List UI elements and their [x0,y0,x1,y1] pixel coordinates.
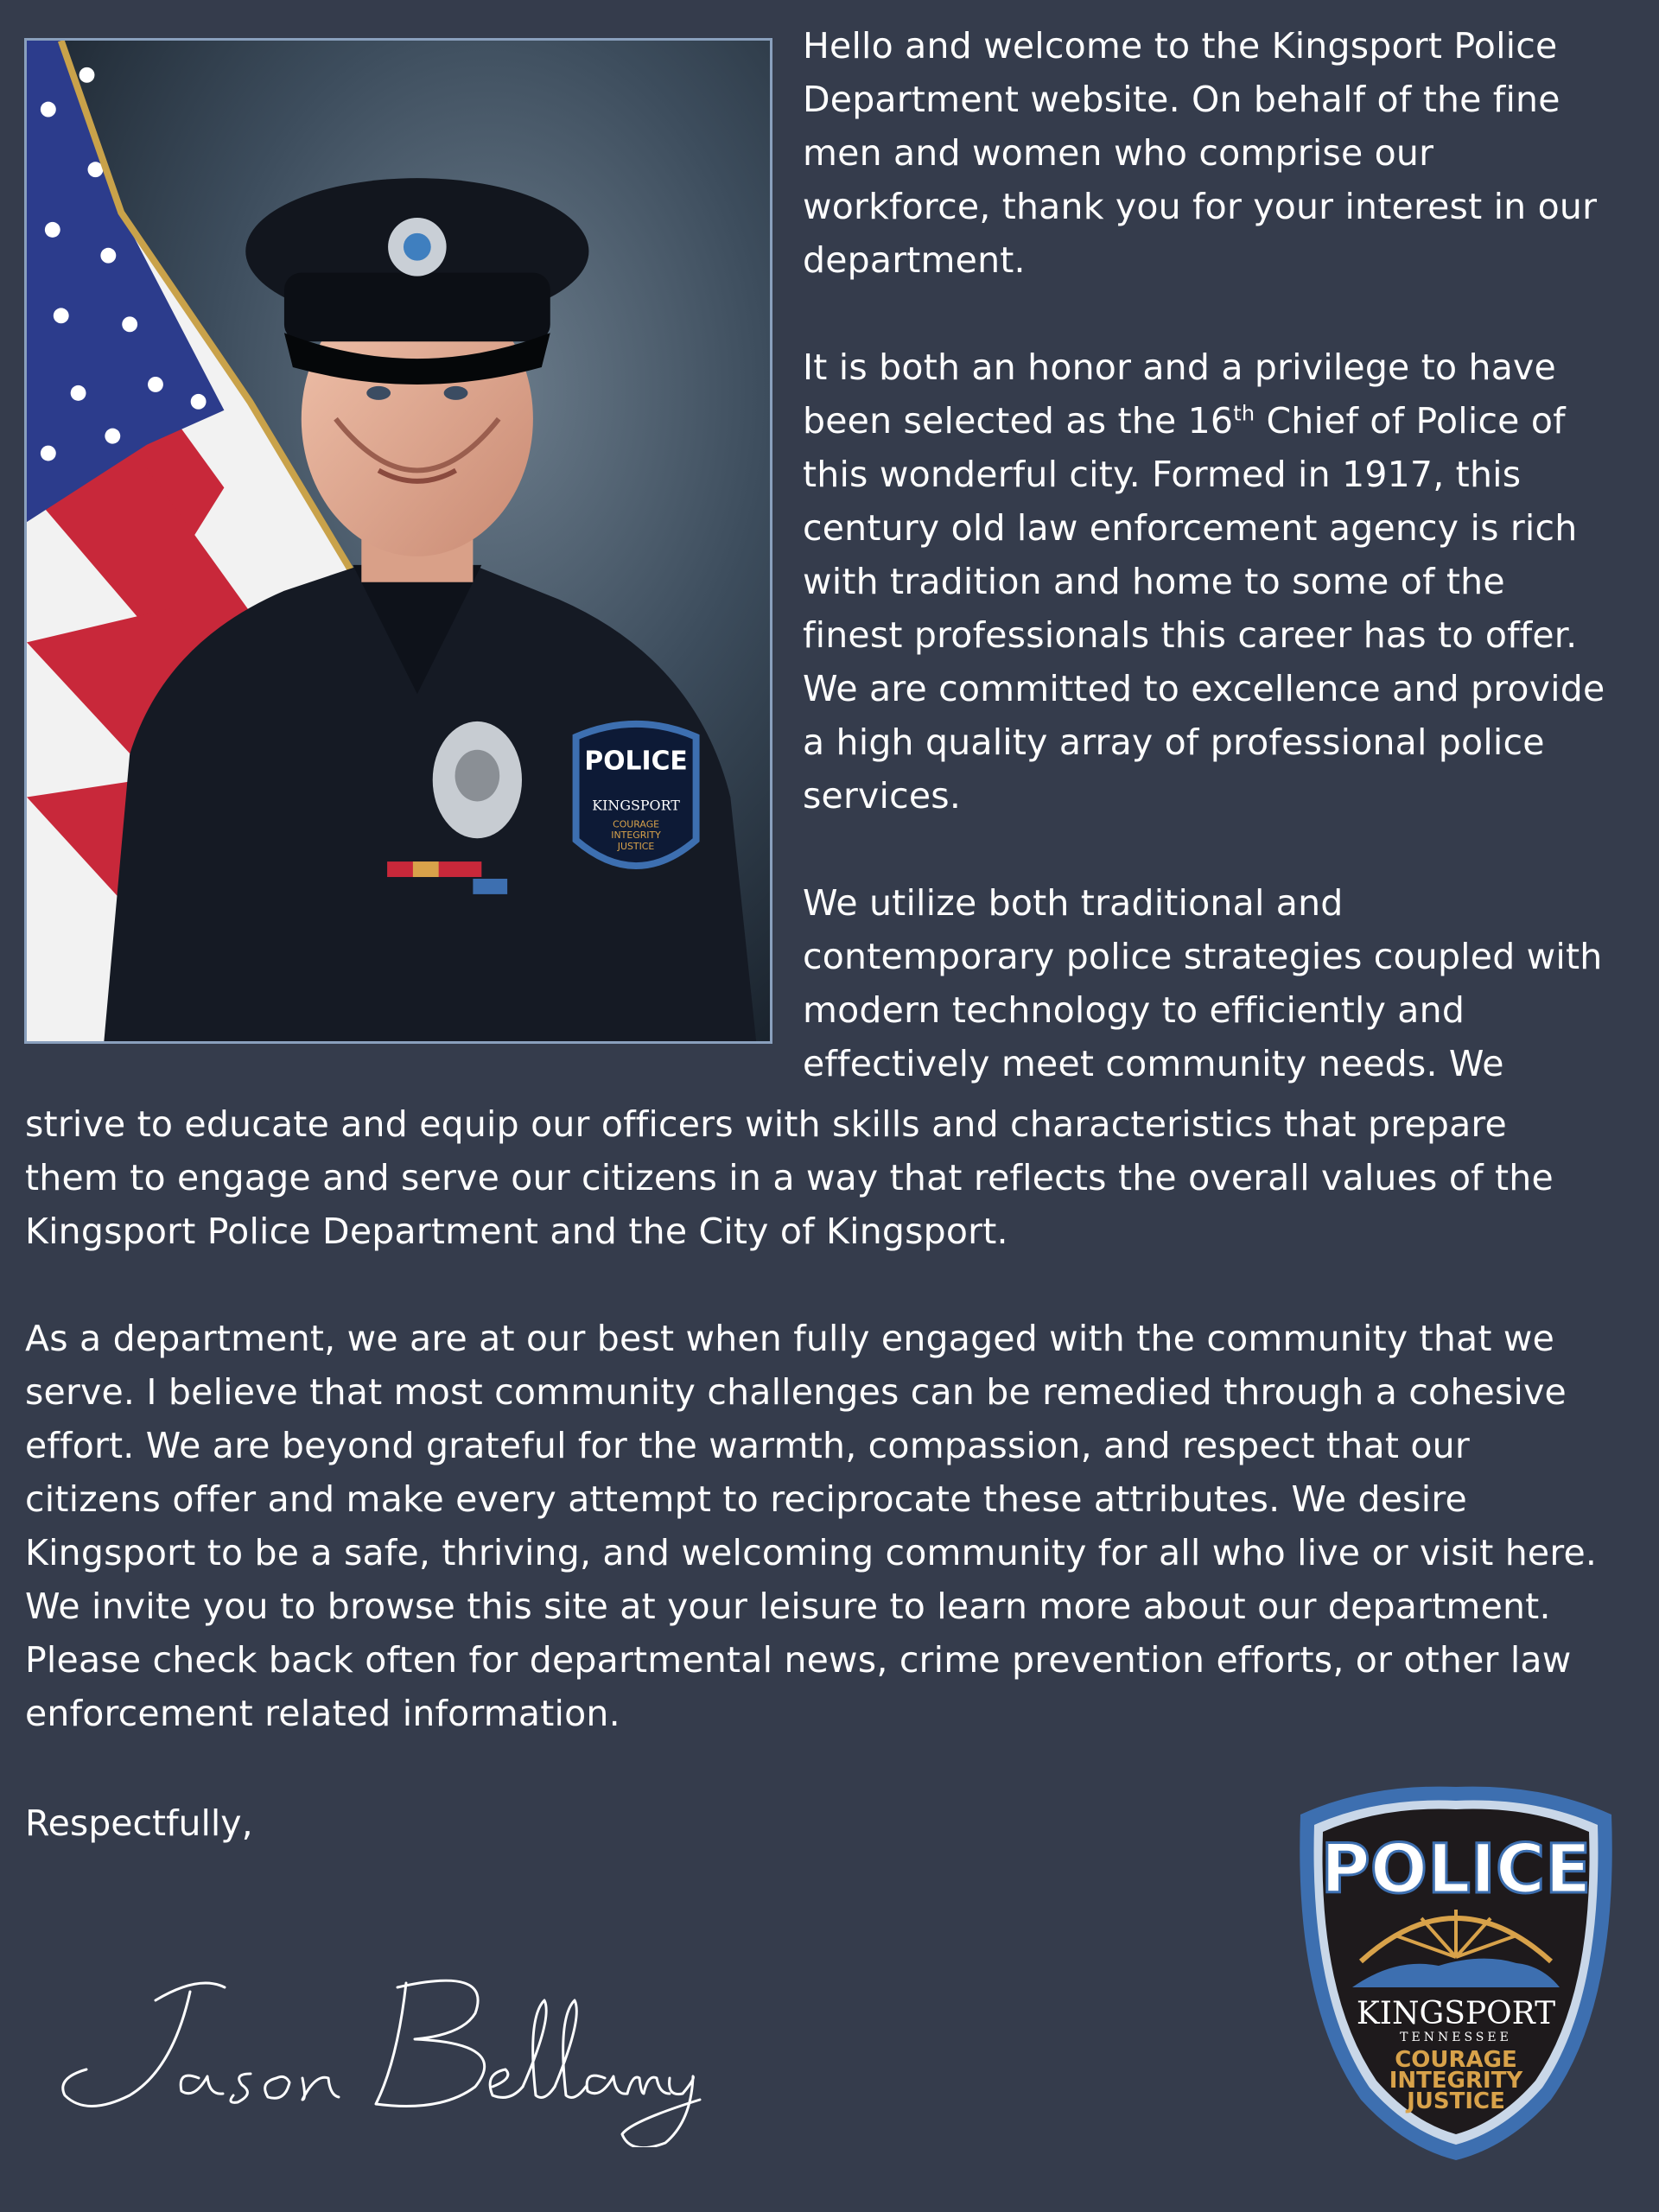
patch-title: POLICE [584,746,688,777]
letter-text-line: As a department, we are at our best when fully engaged with the community that we [25,1318,1555,1359]
letter-text-line: century old law enforcement agency is rich [803,507,1578,549]
badge-title: POLICE [1320,1831,1592,1909]
letter-text-line: department. [803,239,1026,281]
chief-portrait-photo [24,38,772,1044]
badge-city: KINGSPORT [1356,1996,1556,2031]
letter-text-line: It is both an honor and a privilege to have [803,346,1556,388]
letter-text-line: Hello and welcome to the Kingsport Police [803,25,1558,67]
letter-text-line: Please check back often for departmental news, crime prevention efforts, or other law [25,1639,1572,1681]
kingsport-police-badge [1292,1780,1620,2164]
badge-motto-3: JUSTICE [1407,2088,1505,2114]
letter-text-line: with tradition and home to some of the [803,561,1505,602]
paragraph-gap [25,1258,1597,1312]
letter-text-line: citizens offer and make every attempt to reciprocate these attributes. We desire [25,1478,1467,1520]
shoulder-patch-icon [576,724,696,866]
letter-text-line: a high quality array of professional police [803,721,1545,763]
letter-text-line: been selected as the 16th Chief of Police of [803,400,1566,442]
letter-text-line: We utilize both traditional and [803,882,1344,924]
chief-signature [26,1948,734,2147]
letter-text-line: enforcement related information. [25,1693,620,1734]
portrait-illustration [27,41,770,1041]
letter-full-width-body [25,1097,1597,1740]
letter-text-line: effectively meet community needs. We [803,1043,1504,1084]
letter-text-line: Kingsport Police Department and the City of Kingsport. [25,1211,1008,1252]
letter-text-line: finest professionals this career has to offer. [803,614,1578,656]
paragraph-gap [803,287,1605,340]
paragraph-gap [803,823,1605,876]
letter-text-line: this wonderful city. Formed in 1917, this [803,454,1522,495]
letter-right-column [803,19,1605,1090]
letter-closing: Respectfully, [25,1802,253,1844]
letter-text-line: Kingsport to be a safe, thriving, and welcoming community for all who live or visit here. [25,1532,1598,1573]
badge-state: TENNESSEE [1400,2031,1512,2044]
letter-text-line: services. [803,775,962,817]
patch-city: KINGSPORT [592,797,680,814]
patch-motto-2: INTEGRITY [611,830,661,842]
letter-text-line: effort. We are beyond grateful for the warmth, compassion, and respect that our [25,1425,1470,1466]
letter-text-line: modern technology to efficiently and [803,989,1465,1031]
letter-text-line: Department website. On behalf of the fine [803,79,1560,120]
badge-motto-2: INTEGRITY [1389,2068,1523,2094]
letter-text-line: contemporary police strategies coupled with [803,936,1603,977]
patch-motto-3: JUSTICE [617,841,655,853]
letter-text-line: men and women who comprise our [803,132,1434,174]
letter-text-line: We are committed to excellence and provide [803,668,1605,709]
patch-motto-1: COURAGE [613,818,660,830]
letter-text-line: serve. I believe that most community challenges can be remedied through a cohesive [25,1371,1567,1413]
letter-text-line: workforce, thank you for your interest in our [803,186,1598,227]
badge-motto-1: COURAGE [1395,2047,1517,2073]
letter-text-line: them to engage and serve our citizens in a way that reflects the overall values of the [25,1157,1554,1198]
letter-text-line: We invite you to browse this site at your leisure to learn more about our department. [25,1586,1551,1627]
letter-text-line: strive to educate and equip our officers with skills and characteristics that prepare [25,1103,1507,1145]
